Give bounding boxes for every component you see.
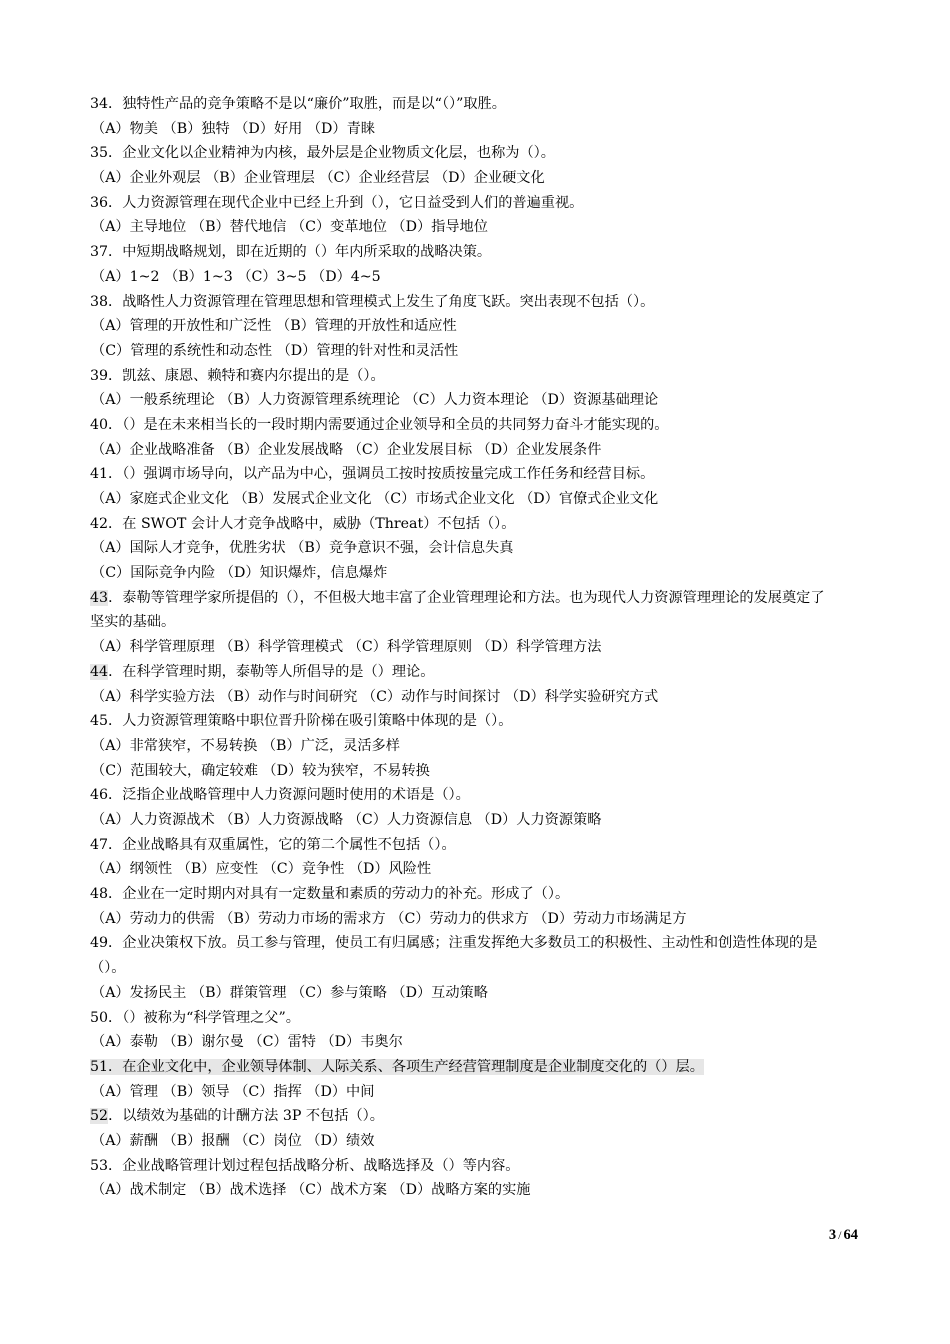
options-text: （A）国际人才竞争，优胜劣状 （B）竞争意识不强，会计信息失真 <box>91 540 514 557</box>
question-text: 51．在企业文化中，企业领导体制、人际关系、各项生产经营管理制度是企业制度交化的（）层。 <box>90 1058 704 1075</box>
question-text: 41．（）强调市场导向，以产品为中心，强调员工按时按质按量完成工作任务和经营目标。 <box>90 466 655 483</box>
question-text: 45．人力资源管理策略中职位晋升阶梯在吸引策略中体现的是（）。 <box>90 713 513 730</box>
options-text: （A）纲领性 （B）应变性 （C）竞争性 （D）风险性 <box>91 861 432 878</box>
question-text: 48．企业在一定时期内对具有一定数量和素质的劳动力的补充。形成了（）。 <box>90 886 570 903</box>
question-text: 36．人力资源管理在现代企业中已经上升到（），它日益受到人们的普遍重视。 <box>90 194 584 211</box>
question-text: 42．在 SWOT 会计人才竞争战略中，威胁（Threat）不包括（）。 <box>90 515 516 532</box>
options-text: （A）劳动力的供需 （B）劳动力市场的需求方 （C）劳动力的供求方 （D）劳动力市场满足方 <box>91 910 687 927</box>
question-text: 37．中短期战略规划，即在近期的（）年内所采取的战略决策。 <box>90 244 492 261</box>
options-text: （A）1~2 （B）1~3 （C）3~5 （D）4~5 <box>91 268 381 285</box>
question-text: 46．泛指企业战略管理中人力资源问题时使用的术语是（）。 <box>90 787 470 804</box>
options-text: （A）战术制定 （B）战术选择 （C）战术方案 （D）战略方案的实施 <box>91 1182 531 1199</box>
question-text: 50．（）被称为“科学管理之父”。 <box>90 1009 300 1026</box>
options-text: （A）管理的开放性和广泛性 （B）管理的开放性和适应性 <box>91 318 457 335</box>
question-text: 49．企业决策权下放。员工参与管理，使员工有归属感；注重发挥绝大多数员工的积极性、主动性和创造性体现的是（）。 <box>90 935 818 977</box>
question-text: 38．战略性人力资源管理在管理思想和管理模式上发生了角度飞跃。突出表现不包括（）。 <box>90 293 655 310</box>
question-text: 40．（）是在未来相当长的一段时期内需要通过企业领导和全员的共同努力奋斗才能实现的。 <box>90 416 669 433</box>
options-text: （C）范围较大，确定较难 （D）较为狭窄，不易转换 <box>91 762 430 779</box>
question-list <box>90 92 835 1203</box>
options-text: （A）科学实验方法 （B）动作与时间研究 （C）动作与时间探讨 （D）科学实验研究方式 <box>91 688 659 705</box>
question-text: 44．在科学管理时期，泰勒等人所倡导的是（）理论。 <box>90 663 435 680</box>
options-text: （A）家庭式企业文化 （B）发展式企业文化 （C）市场式企业文化 （D）官僚式企业文化 <box>91 491 659 507</box>
options-text: （A）人力资源战术 （B）人力资源战略 （C）人力资源信息 （D）人力资源策略 <box>91 811 602 828</box>
options-text: （A）物美 （B）独特 （D）好用 （D）青睐 <box>91 120 375 137</box>
question-text: 43．泰勒等管理学家所提倡的（），不但极大地丰富了企业管理理论和方法。也为现代人力资源管理理论的发展奠定了坚实的基础。 <box>90 589 825 631</box>
options-text: （C）国际竞争内险 （D）知识爆炸，信息爆炸 <box>91 565 388 582</box>
page-number <box>829 1227 858 1244</box>
question-text: 35．企业文化以企业精神为内核，最外层是企业物质文化层，也称为（）。 <box>90 145 555 162</box>
options-text: （A）发扬民主 （B）群策管理 （C）参与策略 （D）互动策略 <box>91 984 488 1001</box>
options-text: （A）科学管理原理 （B）科学管理模式 （C）科学管理原则 （D）科学管理方法 <box>91 639 602 656</box>
options-text: （A）企业外观层 （B）企业管理层 （C）企业经营层 （D）企业硬文化 <box>91 170 545 187</box>
current-page: 3 <box>828 1227 837 1243</box>
options-text: （A）泰勒 （B）谢尔曼 （C）雷特 （D）韦奥尔 <box>91 1034 403 1051</box>
options-text: （A）主导地位 （B）替代地信 （C）变革地位 （D）指导地位 <box>91 219 488 236</box>
options-text: （A）非常狭窄，不易转换 （B）广泛，灵活多样 <box>91 737 400 754</box>
question-text: 47．企业战略具有双重属性，它的第二个属性不包括（）。 <box>90 836 456 853</box>
options-text: （A）企业战略准备 （B）企业发展战略 （C）企业发展目标 （D）企业发展条件 <box>91 441 602 458</box>
options-text: （A）一般系统理论 （B）人力资源管理系统理论 （C）人力资本理论 （D）资源基础理论 <box>91 392 659 409</box>
question-text: 39．凯兹、康恩、赖特和赛内尔提出的是（）。 <box>90 367 385 384</box>
total-pages: 64 <box>843 1227 858 1243</box>
options-text: （C）管理的系统性和动态性 （D）管理的针对性和灵活性 <box>91 342 459 359</box>
options-text: （A）管理 （B）领导 （C）指挥 （D）中间 <box>91 1083 375 1100</box>
question-text: 53．企业战略管理计划过程包括战略分析、战略选择及（）等内容。 <box>90 1157 520 1174</box>
options-text: （A）薪酬 （B）报酬 （C）岗位 （D）绩效 <box>91 1132 375 1149</box>
page-separator: / <box>838 1228 842 1242</box>
question-text: 34．独特性产品的竞争策略不是以“廉价”取胜，而是以“（）”取胜。 <box>90 96 506 112</box>
question-text: 52．以绩效为基础的计酬方法 3P 不包括（）。 <box>90 1108 384 1125</box>
